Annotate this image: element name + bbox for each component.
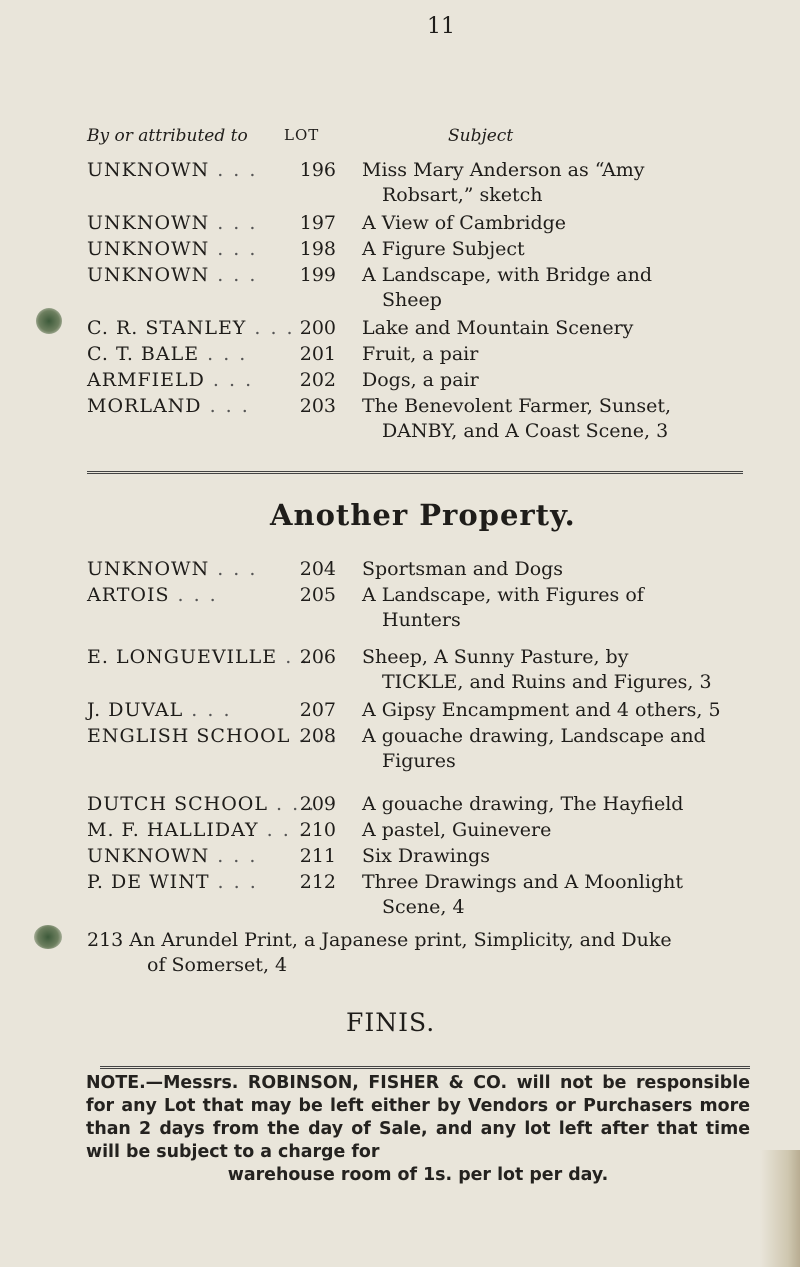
lot-subject: A Gipsy Encampment and 4 others, 5 [362, 699, 721, 721]
page-number: 11 [427, 14, 455, 39]
lot-artist: J. DUVAL . . [87, 698, 232, 723]
lot-artist: MORLAND . . [87, 394, 250, 419]
section-divider [87, 471, 743, 474]
lot-subject: Six Drawings [362, 845, 490, 867]
lot-number: 211 [299, 845, 336, 867]
lot-number: 203 [299, 395, 336, 417]
lot-artist: C. T. BALE . . [87, 342, 247, 367]
section-title: Another Property. [270, 498, 576, 532]
lot-artist: ARTOIS . . [87, 583, 218, 608]
lot-artist: C. R. STANLEY . . [87, 316, 295, 341]
finis: FINIS. [346, 1008, 436, 1037]
lot-number: 204 [299, 558, 336, 580]
lot-artist: ENGLISH SCHOOL . . [87, 724, 339, 749]
lot-number: 209 [299, 793, 336, 815]
lot-subject: Fruit, a pair [362, 343, 479, 365]
lot-213-cont: of Somerset, 4 [147, 954, 288, 976]
lot-artist: E. LONGUEVILLE . . [87, 645, 325, 670]
lot-number: 205 [299, 584, 336, 606]
lot-subject: A gouache drawing, The Hayfield [362, 793, 684, 815]
sale-note-last-line: warehouse room of 1s. per lot per day. [227, 1165, 609, 1185]
stain-mark [34, 925, 62, 949]
lot-artist: DUTCH SCHOOL . . [87, 792, 316, 817]
lot-213 [87, 928, 747, 978]
lot-artist: UNKNOWN . . [87, 263, 257, 288]
sale-note-text: NOTE.—Messrs. ROBINSON, FISHER & CO. will not be responsible for any Lot that may be left either by Vendors or Purchasers more than 2 days from the day of Sale, and any lot left after that time will be subject to a charge for [86, 1073, 750, 1162]
sale-note [86, 1072, 750, 1187]
lot-artist: UNKNOWN . . [87, 557, 257, 582]
lot-subject: Miss Mary Anderson as “Amy Robsart,” sketch [362, 159, 645, 206]
lot-artist: P. DE WINT . . [87, 870, 258, 895]
lot-subject: Sheep, A Sunny Pasture, by TICKLE, and Ruins and Figures, 3 [362, 646, 712, 693]
header-lot: LOT [284, 126, 320, 144]
lot-subject: Three Drawings and A Moonlight Scene, 4 [362, 871, 683, 918]
lot-subject: A Figure Subject [362, 238, 525, 260]
lot-number: 210 [299, 819, 336, 841]
lot-number: 200 [299, 317, 336, 339]
lot-number: 208 [299, 725, 336, 747]
lot-number: 197 [299, 212, 336, 234]
lot-213-line: 213 An Arundel Print, a Japanese print, Simplicity, and Duke [87, 929, 672, 951]
lot-artist: UNKNOWN . . [87, 211, 257, 236]
lot-subject: A Landscape, with Bridge and Sheep [362, 264, 653, 311]
lot-number: 198 [299, 238, 336, 260]
stain-mark [36, 308, 62, 334]
lot-artist: UNKNOWN . . [87, 844, 257, 869]
lot-subject: A View of Cambridge [362, 212, 567, 234]
lot-subject: Sportsman and Dogs [362, 558, 564, 580]
lot-artist: M. F. HALLIDAY . . [87, 818, 307, 843]
lot-number: 212 [299, 871, 336, 893]
header-attributed: By or attributed to [87, 126, 248, 146]
lot-number: 196 [299, 159, 336, 181]
lot-number: 201 [299, 343, 336, 365]
lot-number: 199 [299, 264, 336, 286]
lot-subject: A pastel, Guinevere [362, 819, 552, 841]
lot-subject: A Landscape, with Figures of Hunters [362, 584, 644, 631]
lot-number: 207 [299, 699, 336, 721]
lot-subject: The Benevolent Farmer, Sunset, DANBY, and A Coast Scene, 3 [362, 395, 672, 442]
note-divider [100, 1066, 750, 1069]
lot-subject: Lake and Mountain Scenery [362, 317, 634, 339]
lot-number: 206 [299, 646, 336, 668]
lot-subject: A gouache drawing, Landscape and Figures [362, 725, 706, 772]
lot-subject: Dogs, a pair [362, 369, 479, 391]
paper-edge [760, 1150, 800, 1267]
lot-number: 202 [299, 369, 336, 391]
lot-artist: ARMFIELD . . [87, 368, 253, 393]
header-subject: Subject [448, 126, 514, 146]
lot-artist: UNKNOWN . . [87, 237, 257, 262]
lot-artist: UNKNOWN . . [87, 158, 257, 183]
